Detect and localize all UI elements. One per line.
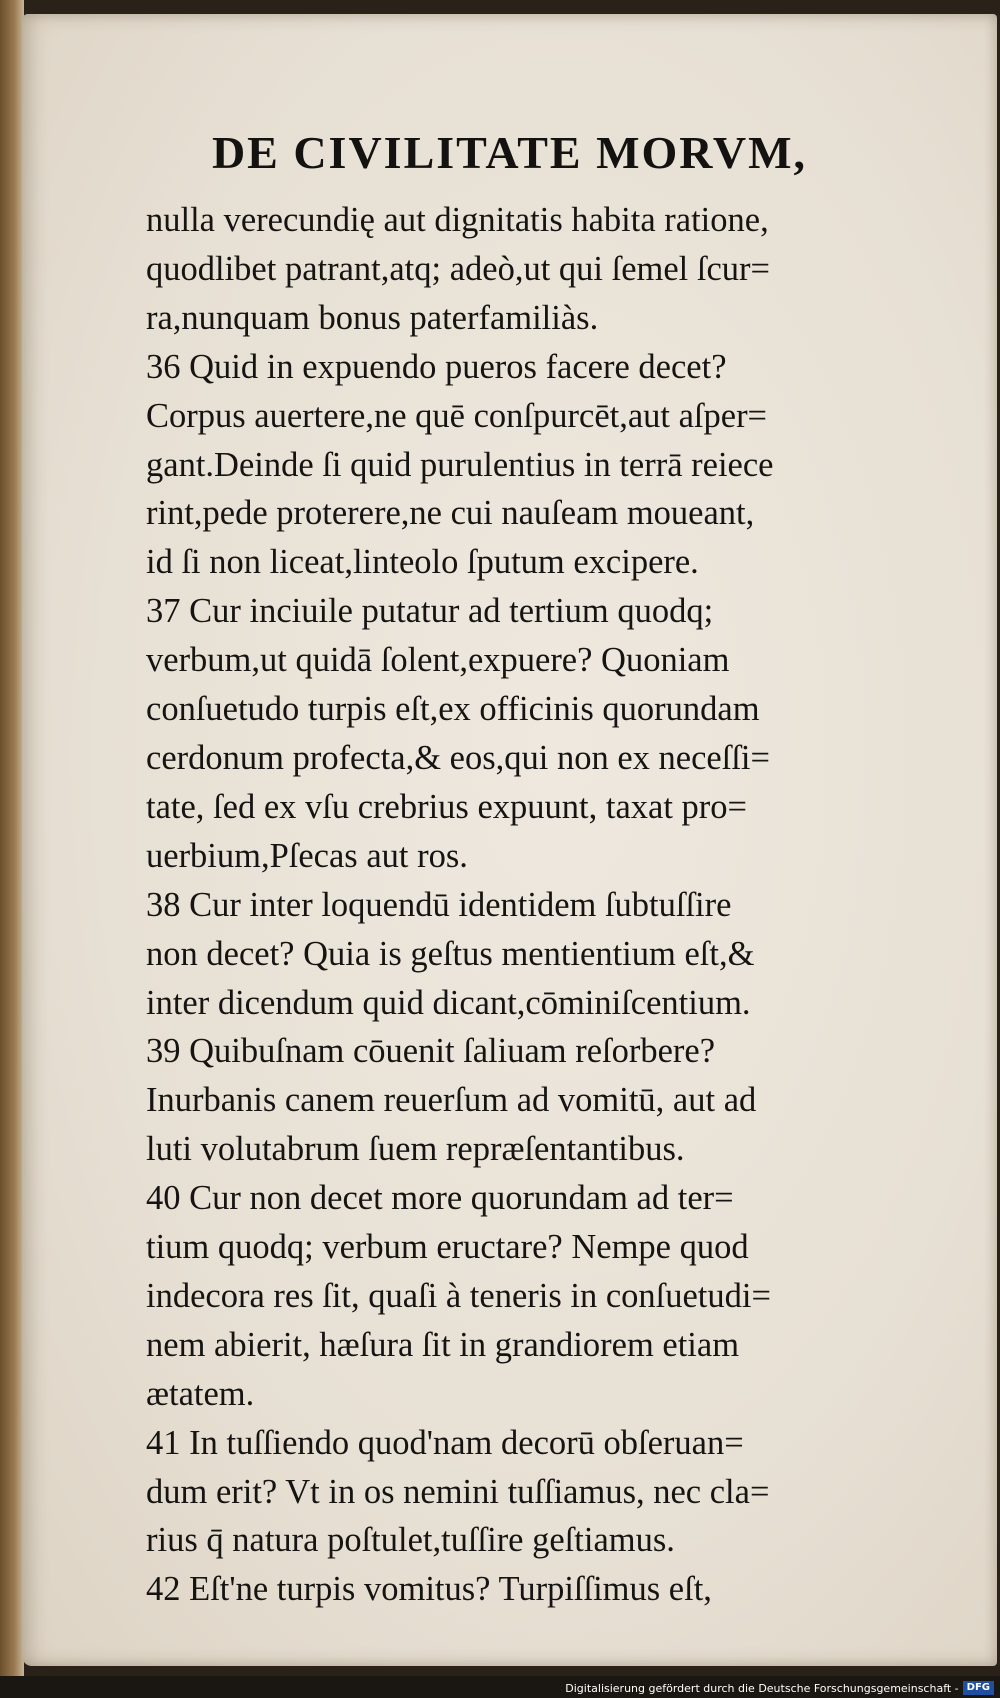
dfg-logo: DFG bbox=[963, 1681, 994, 1695]
text-line: dum erit? Vt in os nemini tuſſiamus, nec cla= bbox=[146, 1472, 770, 1511]
text-line: nem abierit, hæſura ſit in grandiorem etiam bbox=[146, 1325, 740, 1364]
text-line: indecora res ſit, quaſi à teneris in conſuetudi= bbox=[146, 1276, 771, 1315]
text-line: 42 Eſt'ne turpis vomitus? Turpiſſimus eſt, bbox=[146, 1570, 712, 1609]
text-line: nulla verecundię aut dignitatis habita ratione, bbox=[146, 201, 769, 239]
text-line: 41 In tuſſiendo quod'nam decorū obſeruan= bbox=[146, 1423, 744, 1462]
text-line: inter dicendum quid dicant,cōminiſcentium. bbox=[146, 983, 751, 1022]
text-line: ra,nunquam bonus paterfamiliàs. bbox=[146, 298, 599, 337]
text-line: rius q̄ natura poſtulet,tuſſire geſtiamus. bbox=[146, 1521, 675, 1560]
text-line: tate, ſed ex vſu crebrius expuunt, taxat pro= bbox=[146, 787, 747, 826]
text-line: cerdonum profecta,& eos,qui non ex neceſſi= bbox=[146, 738, 770, 777]
text-line: non decet? Quia is geſtus mentientium eſt,& bbox=[146, 934, 755, 973]
text-line: quodlibet patrant,atq; adeò,ut qui ſemel ſcur= bbox=[146, 249, 770, 288]
text-line: Inurbanis canem reuerſum ad vomitū, aut ad bbox=[146, 1081, 757, 1120]
text-line: id ſi non liceat,linteolo ſputum excipere. bbox=[146, 543, 699, 582]
text-line: ætatem. bbox=[146, 1374, 255, 1413]
text-line: 37 Cur inciuile putatur ad tertium quodq; bbox=[146, 592, 714, 631]
text-line: luti volutabrum ſuem repræſentantibus. bbox=[146, 1130, 685, 1169]
text-line: Corpus auertere,ne quē conſpurcēt,aut aſper= bbox=[146, 396, 768, 435]
credit-text: Digitalisierung gefördert durch die Deutsche Forschungsgemeinschaft - bbox=[565, 1681, 959, 1695]
text-line: conſuetudo turpis eſt,ex officinis quorundam bbox=[146, 690, 760, 729]
text-line: 40 Cur non decet more quorundam ad ter= bbox=[146, 1179, 734, 1218]
text-line: tium quodq; verbum eructare? Nempe quod bbox=[146, 1228, 749, 1267]
text-line: rint,pede proterere,ne cui nauſeam moueant, bbox=[146, 494, 755, 533]
running-head: DE CIVILITATE MORVM, bbox=[211, 127, 808, 178]
text-line: 39 Quibuſnam cōuenit ſaliuam reſorbere? bbox=[146, 1032, 716, 1071]
text-line: uerbium,Pſecas aut ros. bbox=[146, 836, 468, 875]
book-gutter bbox=[0, 0, 24, 1676]
book-page bbox=[22, 14, 997, 1666]
page-body-text bbox=[146, 196, 946, 1614]
text-line: 38 Cur inter loquendū identidem ſubtuſſire bbox=[146, 885, 732, 924]
text-line: 36 Quid in expuendo pueros facere decet? bbox=[146, 347, 727, 386]
text-line: gant.Deinde ſi quid purulentius in terrā reiece bbox=[146, 445, 774, 484]
text-line: verbum,ut quidā ſolent,expuere? Quoniam bbox=[146, 641, 730, 680]
digitization-credit bbox=[565, 1680, 994, 1696]
